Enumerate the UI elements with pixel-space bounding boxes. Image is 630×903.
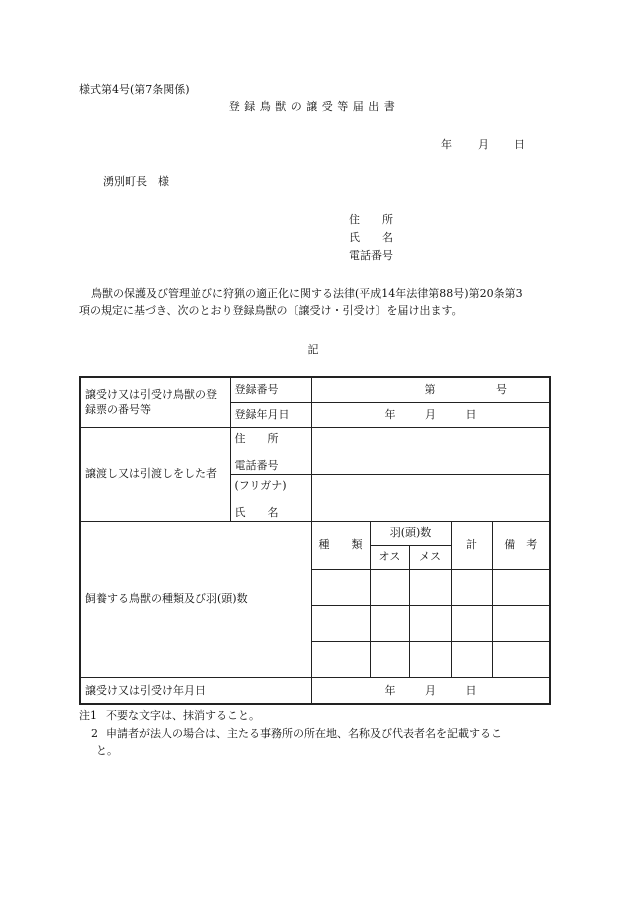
transferor-name-label: 氏 名 [234,505,279,519]
count-header: 羽(頭)数 [370,521,451,545]
male-header: オス [370,545,409,569]
date-year: 年 [441,138,452,151]
transferor-address-label: 住 所 [234,431,279,445]
species-cell[interactable] [311,605,370,641]
row-transferor-label: 譲渡し又は引渡しをした者 [80,427,230,521]
applicant-phone-label: 電話番号 [349,249,393,262]
transfer-date-month: 月 [425,683,436,697]
note-1-text: 不要な文字は、抹消すること。 [106,709,260,722]
row-transfer-date-label: 譲受け又は引受け年月日 [80,677,311,704]
row-species-label: 飼養する鳥獣の種類及び羽(頭)数 [80,521,311,677]
transferor-furigana-label: (フリガナ) [234,478,287,492]
species-header: 種 類 [311,521,370,569]
total-cell[interactable] [451,569,492,605]
transferor-address-value[interactable] [311,427,550,474]
reg-number-go: 号 [496,383,507,397]
transferor-name-value[interactable] [311,474,550,521]
transferor-name-labels [230,474,311,521]
male-cell[interactable] [370,569,409,605]
remarks-header: 備 考 [492,521,550,569]
addressee: 湧別町長 様 [103,175,169,188]
remarks-cell[interactable] [492,569,550,605]
remarks-cell[interactable] [492,641,550,677]
reg-date-day: 日 [465,407,477,421]
female-cell[interactable] [409,569,451,605]
date-month: 月 [478,138,489,151]
transfer-date-year: 年 [384,683,396,697]
species-cell[interactable] [311,569,370,605]
transferor-address-phone-labels [230,427,311,474]
date-day: 日 [514,138,525,151]
registration-table [79,376,551,705]
female-cell[interactable] [409,641,451,677]
female-header: メス [409,545,451,569]
body-text-line1: 鳥獣の保護及び管理並びに狩猟の適正化に関する法律(平成14年法律第88号)第20条第3 [91,287,523,300]
reg-date-value[interactable] [311,402,550,427]
male-cell[interactable] [370,605,409,641]
note-1-prefix: 注1 [79,709,97,722]
female-cell[interactable] [409,605,451,641]
species-cell[interactable] [311,641,370,677]
applicant-name-label: 氏 名 [349,231,393,244]
total-cell[interactable] [451,605,492,641]
transfer-date-value[interactable] [311,677,550,704]
row-registration-label: 譲受け又は引受け鳥獣の登録票の番号等 [80,377,230,427]
note-2-text-line1: 申請者が法人の場合は、主たる事務所の所在地、名称及び代表者名を記載するこ [106,727,502,740]
transfer-date-day: 日 [465,683,477,697]
reg-date-month: 月 [425,407,436,421]
ki-heading: 記 [307,343,319,356]
body-text-line2: 項の規定に基づき、次のとおり登録鳥獣の〔譲受け・引受け〕を届け出ます。 [79,304,463,317]
reg-number-dai: 第 [424,383,436,397]
total-cell[interactable] [451,641,492,677]
reg-number-value[interactable] [311,377,550,402]
transferor-phone-label: 電話番号 [234,458,279,472]
reg-date-label: 登録年月日 [230,402,311,427]
total-header: 計 [451,521,492,569]
form-number: 様式第4号(第7条関係) [79,83,190,96]
note-2-text-line2: と。 [96,744,118,757]
applicant-address-label: 住 所 [349,213,393,226]
note-2-prefix: 2 [91,727,98,740]
reg-date-year: 年 [384,407,396,421]
form-title: 登 録 鳥 獣 の 譲 受 等 届 出 書 [228,100,396,113]
remarks-cell[interactable] [492,605,550,641]
male-cell[interactable] [370,641,409,677]
reg-number-label: 登録番号 [230,377,311,402]
